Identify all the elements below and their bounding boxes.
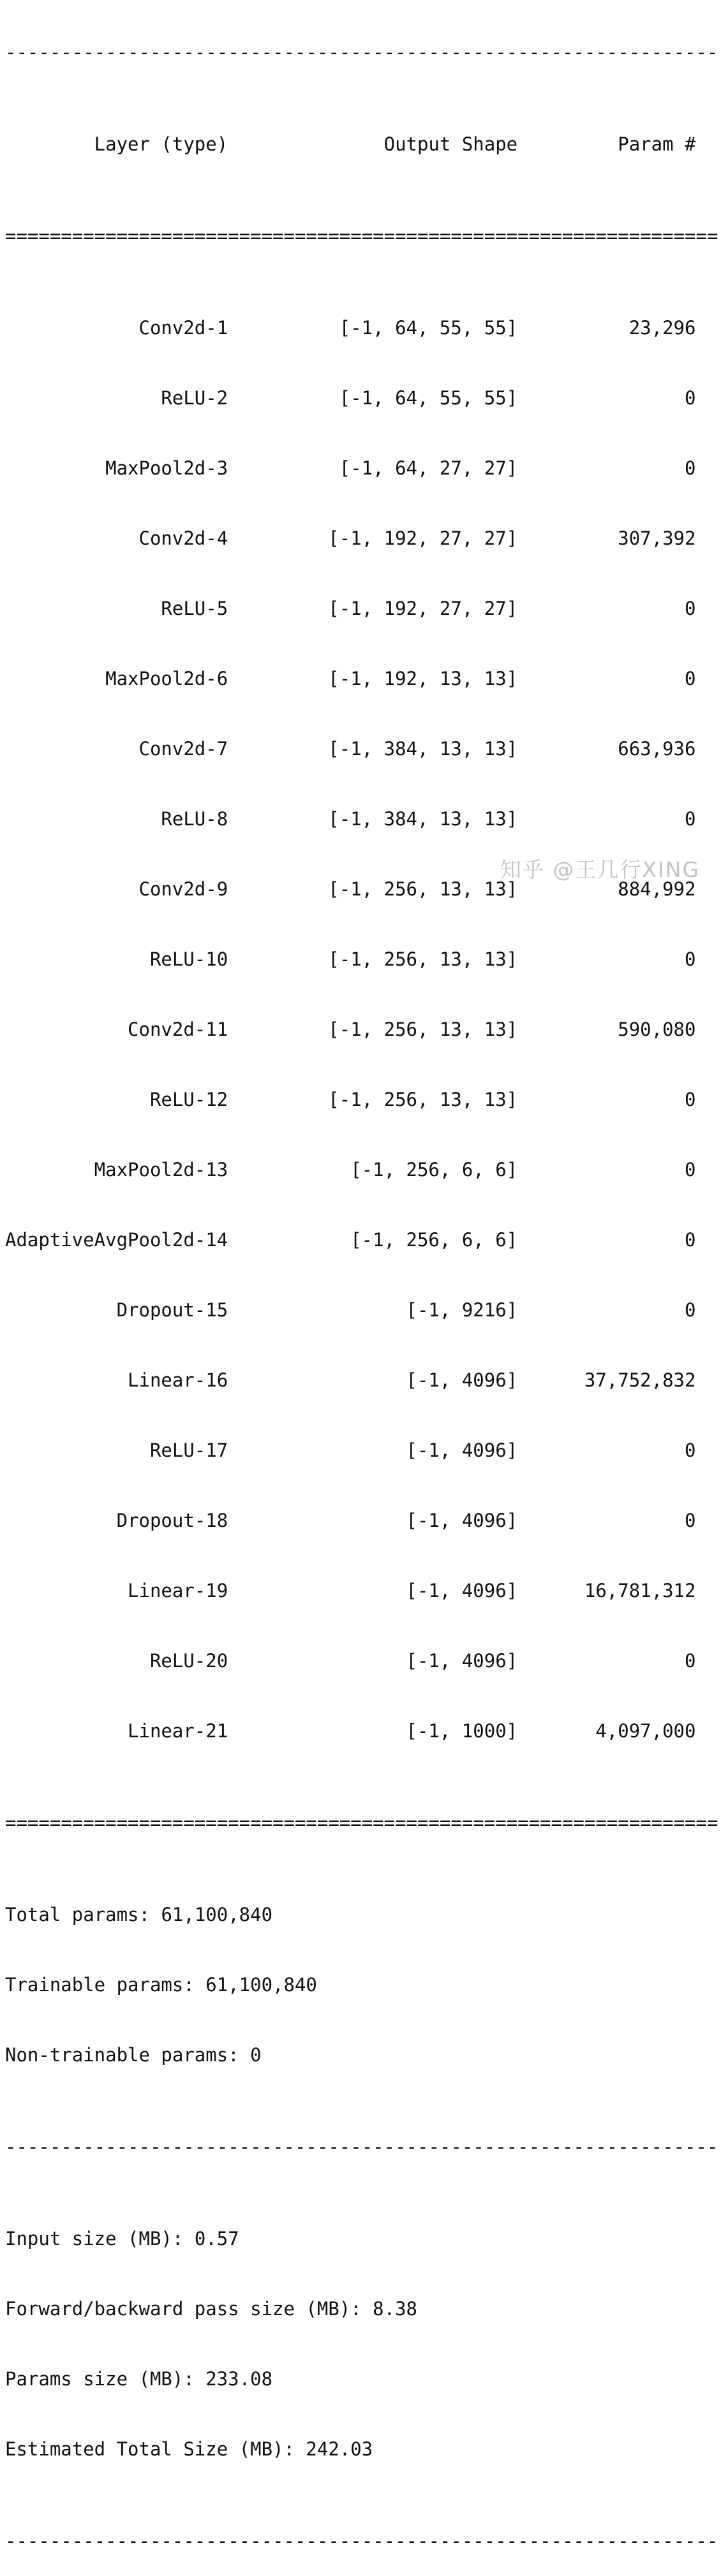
table-row (5, 455, 718, 482)
param-count-cell: 663,936 (618, 738, 696, 760)
output-shape-cell: [-1, 192, 27, 27] (328, 527, 518, 549)
layer-type-cell: ReLU-20 (149, 1650, 228, 1672)
output-shape-cell: [-1, 384, 13, 13] (328, 738, 518, 760)
table-row (5, 806, 718, 832)
param-count-cell: 23,296 (628, 317, 696, 339)
param-count-cell: 0 (685, 668, 696, 689)
total-params-label: Total params: (5, 1904, 150, 1925)
output-shape-cell: [-1, 256, 13, 13] (328, 878, 518, 900)
output-shape-cell: [-1, 192, 13, 13] (328, 668, 518, 689)
model-summary-console (5, 0, 718, 2576)
separator-dash-bottom: ---------------------------------------------------------------- (5, 2530, 718, 2552)
param-count-cell: 0 (685, 387, 696, 409)
trainable-params-value: 61,100,840 (205, 1974, 317, 1996)
estimated-total-size-value: 242.03 (306, 2438, 373, 2460)
table-row (5, 1437, 718, 1464)
output-shape-cell: [-1, 4096] (406, 1650, 518, 1672)
table-row (5, 1577, 718, 1604)
output-shape-cell: [-1, 64, 55, 55] (339, 317, 518, 339)
layer-type-cell: Dropout-18 (116, 1510, 228, 1531)
layer-type-cell: ReLU-5 (161, 598, 228, 619)
param-count-cell: 884,992 (618, 878, 696, 900)
layer-type-cell: MaxPool2d-3 (105, 457, 228, 479)
output-shape-cell: [-1, 4096] (406, 1439, 518, 1461)
params-size-label: Params size (MB): (5, 2368, 195, 2390)
param-count-cell: 307,392 (618, 527, 696, 549)
table-row (5, 1156, 718, 1183)
output-shape-cell: [-1, 192, 27, 27] (328, 598, 518, 619)
estimated-total-size-line (5, 2436, 718, 2462)
layer-type-cell: Linear-19 (128, 1580, 228, 1601)
layer-type-cell: Conv2d-4 (138, 527, 228, 549)
output-shape-cell: [-1, 384, 13, 13] (328, 808, 518, 830)
table-row (5, 1367, 718, 1394)
separator-equals-bottom: ================================================================ (5, 1812, 718, 1834)
param-count-cell: 4,097,000 (595, 1720, 696, 1742)
forward-backward-size-label: Forward/backward pass size (MB): (5, 2298, 362, 2320)
layer-type-cell: ReLU-10 (149, 948, 228, 970)
layer-type-cell: Conv2d-11 (128, 1019, 228, 1040)
param-count-cell: 37,752,832 (584, 1369, 696, 1391)
output-shape-cell: [-1, 256, 6, 6] (350, 1159, 518, 1181)
trainable-params-line (5, 1971, 718, 1998)
output-shape-cell: [-1, 1000] (406, 1720, 518, 1742)
input-size-value: 0.57 (194, 2228, 239, 2249)
output-shape-cell: [-1, 4096] (406, 1510, 518, 1531)
param-count-cell: 0 (685, 948, 696, 970)
table-row (5, 946, 718, 973)
layer-type-cell: AdaptiveAvgPool2d-14 (5, 1229, 228, 1251)
forward-backward-size-value: 8.38 (373, 2298, 417, 2320)
table-row (5, 665, 718, 692)
table-row (5, 1647, 718, 1674)
param-count-cell: 0 (685, 1159, 696, 1181)
output-shape-cell: [-1, 4096] (406, 1369, 518, 1391)
column-header-param-count: Param # (618, 133, 696, 155)
output-shape-cell: [-1, 64, 27, 27] (339, 457, 518, 479)
table-row (5, 1507, 718, 1534)
layer-type-cell: ReLU-12 (149, 1089, 228, 1110)
forward-backward-size-line (5, 2295, 718, 2322)
param-count-cell: 0 (685, 1510, 696, 1531)
column-header-layer-type: Layer (type) (94, 133, 228, 155)
separator-dash-middle: ---------------------------------------------------------------- (5, 2136, 718, 2158)
separator-equals-top: ================================================================ (5, 225, 718, 247)
non-trainable-params-value: 0 (250, 2044, 262, 2066)
param-count-cell: 0 (685, 1439, 696, 1461)
output-shape-cell: [-1, 256, 13, 13] (328, 1089, 518, 1110)
total-params-line (5, 1901, 718, 1928)
layer-type-cell: Linear-16 (128, 1369, 228, 1391)
table-row (5, 735, 718, 762)
input-size-line (5, 2225, 718, 2252)
output-shape-cell: [-1, 256, 6, 6] (350, 1229, 518, 1251)
estimated-total-size-label: Estimated Total Size (MB): (5, 2438, 295, 2460)
table-row (5, 314, 718, 341)
param-count-cell: 0 (685, 598, 696, 619)
layer-type-cell: Conv2d-7 (138, 738, 228, 760)
layer-type-cell: MaxPool2d-13 (94, 1159, 228, 1181)
output-shape-cell: [-1, 256, 13, 13] (328, 1019, 518, 1040)
non-trainable-params-label: Non-trainable params: (5, 2044, 239, 2066)
table-header-row (5, 131, 718, 158)
table-row (5, 1226, 718, 1253)
input-size-label: Input size (MB): (5, 2228, 184, 2249)
output-shape-cell: [-1, 64, 55, 55] (339, 387, 518, 409)
table-row (5, 1297, 718, 1323)
zhihu-watermark: 知乎 @王几行XING (500, 857, 700, 882)
param-count-cell: 0 (685, 1299, 696, 1321)
column-header-output-shape: Output Shape (383, 133, 518, 155)
trainable-params-label: Trainable params: (5, 1974, 195, 1996)
params-size-value: 233.08 (205, 2368, 273, 2390)
param-count-cell: 0 (685, 1650, 696, 1672)
layer-type-cell: Conv2d-9 (138, 878, 228, 900)
table-row (5, 1016, 718, 1043)
layer-type-cell: MaxPool2d-6 (105, 668, 228, 689)
non-trainable-params-line (5, 2042, 718, 2068)
output-shape-cell: [-1, 4096] (406, 1580, 518, 1601)
param-count-cell: 0 (685, 1089, 696, 1110)
output-shape-cell: [-1, 256, 13, 13] (328, 948, 518, 970)
layer-type-cell: Dropout-15 (116, 1299, 228, 1321)
table-row (5, 595, 718, 622)
params-size-line (5, 2366, 718, 2392)
table-row (5, 1086, 718, 1113)
layer-type-cell: Conv2d-1 (138, 317, 228, 339)
param-count-cell: 0 (685, 457, 696, 479)
layer-type-cell: ReLU-8 (161, 808, 228, 830)
layer-type-cell: ReLU-2 (161, 387, 228, 409)
param-count-cell: 0 (685, 808, 696, 830)
layer-type-cell: ReLU-17 (149, 1439, 228, 1461)
table-row (5, 525, 718, 552)
param-count-cell: 590,080 (618, 1019, 696, 1040)
output-shape-cell: [-1, 9216] (406, 1299, 518, 1321)
total-params-value: 61,100,840 (161, 1904, 273, 1925)
param-count-cell: 0 (685, 1229, 696, 1251)
table-row (5, 385, 718, 411)
param-count-cell: 16,781,312 (584, 1580, 696, 1601)
table-row (5, 1718, 718, 1744)
layer-type-cell: Linear-21 (128, 1720, 228, 1742)
separator-dash-top: ---------------------------------------------------------------- (5, 41, 718, 63)
